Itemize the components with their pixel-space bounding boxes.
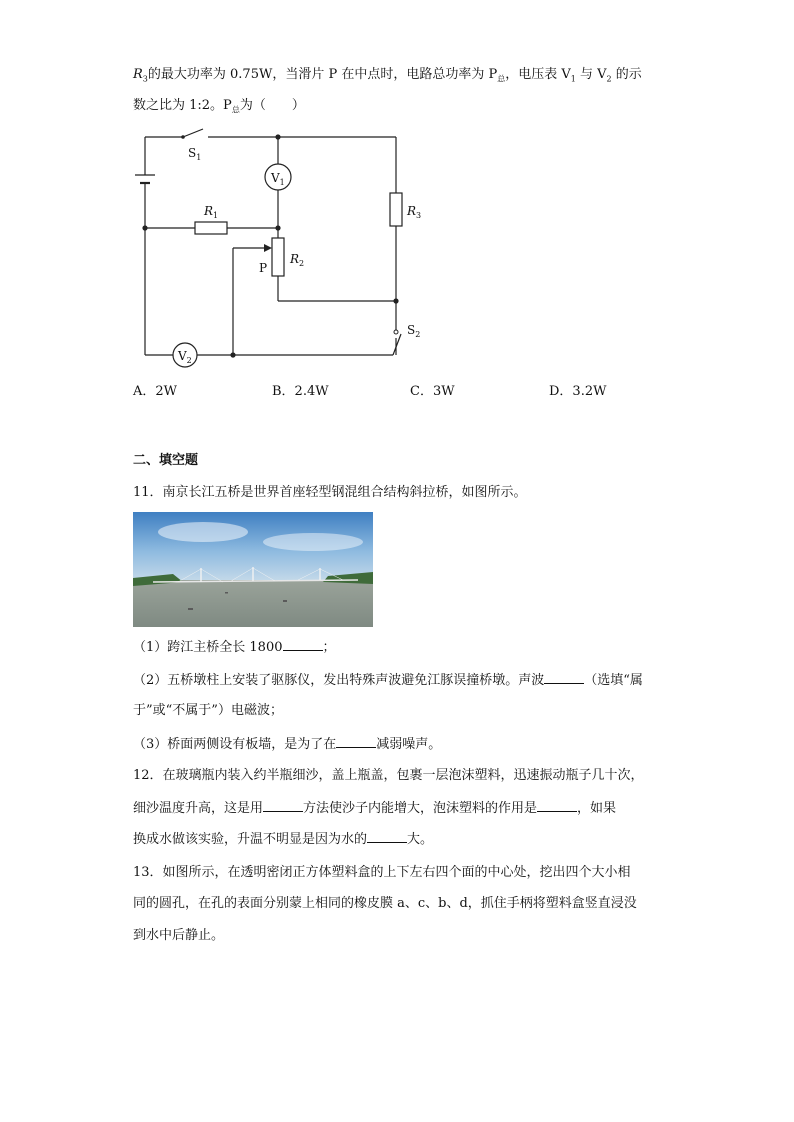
s2-label: $S_2$ bbox=[407, 323, 421, 339]
v1-label: $V_1$ bbox=[271, 171, 285, 187]
rheostat-r2 bbox=[272, 238, 284, 276]
q12-text-e: 大。 bbox=[407, 832, 434, 847]
q11-part-2 bbox=[133, 671, 643, 690]
junction-dot bbox=[275, 134, 280, 139]
answer-blank[interactable] bbox=[537, 799, 577, 812]
junction-dot bbox=[275, 225, 280, 230]
q11-part-1-text: （1）跨江主桥全长 1800 bbox=[133, 640, 283, 655]
q10-text-d: 的示 bbox=[611, 67, 642, 82]
q10-text-e: 数之比为 1:2。P bbox=[133, 98, 232, 113]
option-b: B．2.4W bbox=[272, 384, 329, 399]
switch-contact-dot bbox=[394, 330, 398, 334]
q10-text-a: 的最大功率为 0.75W，当滑片 P 在中点时，电路总功率为 P bbox=[147, 67, 498, 82]
q11-part-2-text: （2）五桥墩柱上安装了驱豚仪，发出特殊声波避免江豚误撞桥墩。声波 bbox=[133, 673, 545, 688]
junction-dot bbox=[142, 225, 147, 230]
q12-line-2 bbox=[133, 799, 616, 818]
q12-text-d: 换成水做该实验，升温不明显是因为水的 bbox=[133, 832, 368, 847]
s1-label: $S_1$ bbox=[188, 146, 202, 162]
option-a: A．2W bbox=[133, 384, 178, 399]
q12-line-1: 12．在玻璃瓶内装入约半瓶细沙，盖上瓶盖，包裹一层泡沫塑料，迅速振动瓶子几十次， bbox=[133, 768, 644, 783]
q13-line-1: 13．如图所示，在透明密闭正方体塑料盒的上下左右四个面的中心处，挖出四个大小相 bbox=[133, 865, 631, 880]
q11-part-3-text: （3）桥面两侧设有板墙，是为了在 bbox=[133, 737, 337, 752]
q12-text-b: 方法使沙子内能增大，泡沫塑料的作用是 bbox=[303, 801, 538, 816]
resistor-r1 bbox=[195, 222, 227, 234]
answer-blank[interactable] bbox=[263, 799, 303, 812]
p-total-subscript: 总 bbox=[497, 74, 506, 84]
section-title: 二、填空题 bbox=[133, 453, 199, 468]
q10-text-c: 与 V bbox=[575, 67, 607, 82]
switch-pivot-dot bbox=[181, 135, 185, 139]
q11-part-1 bbox=[133, 638, 336, 657]
q12-line-3 bbox=[133, 830, 433, 849]
q13-line-3: 到水中后静止。 bbox=[133, 928, 225, 943]
q10-text-f: 为（ ） bbox=[239, 98, 305, 113]
q11-stem: 11．南京长江五桥是世界首座轻型钢混组合结构斜拉桥，如图所示。 bbox=[133, 485, 527, 500]
v2-subscript: 2 bbox=[606, 74, 612, 84]
q10-text-b: ，电压表 V bbox=[505, 67, 571, 82]
r1-label: $R_1$ bbox=[204, 204, 219, 220]
answer-blank[interactable] bbox=[544, 671, 584, 684]
answer-blank[interactable] bbox=[336, 735, 376, 748]
r2-label: $R_2$ bbox=[290, 252, 305, 268]
circuit-diagram bbox=[128, 120, 428, 370]
q12-text-a: 细沙温度升高，这是用 bbox=[133, 801, 264, 816]
switch-s1-blade bbox=[183, 129, 203, 137]
r3-label: $R_3$ bbox=[407, 204, 422, 220]
bridge-photo bbox=[133, 512, 373, 627]
answer-blank[interactable] bbox=[283, 638, 323, 651]
q11-part-2-cont: 于”或“不属于”）电磁波； bbox=[133, 703, 283, 718]
v1-subscript: 1 bbox=[570, 74, 576, 84]
r3-symbol: R bbox=[133, 67, 143, 82]
switch-s2-blade bbox=[393, 334, 401, 355]
q10-line-2 bbox=[133, 97, 305, 120]
junction-dot bbox=[230, 352, 235, 357]
option-d: D．3.2W bbox=[549, 384, 607, 399]
r3-subscript: 3 bbox=[142, 74, 148, 84]
q12-text-c: ，如果 bbox=[577, 801, 617, 816]
option-c: C．3W bbox=[410, 384, 455, 399]
p-total-subscript-2: 总 bbox=[231, 105, 240, 115]
answer-blank[interactable] bbox=[367, 830, 407, 843]
slider-arrow-icon bbox=[264, 244, 272, 252]
q10-line-1 bbox=[133, 66, 642, 89]
v2-label: $V_2$ bbox=[178, 349, 192, 365]
q11-part-2-text-b: （选填“属 bbox=[584, 673, 643, 688]
slider-p-label: P bbox=[259, 261, 268, 275]
q11-part-1-end: ； bbox=[322, 640, 336, 655]
q11-part-3 bbox=[133, 735, 441, 754]
q11-part-3-end: 减弱噪声。 bbox=[376, 737, 442, 752]
q13-line-2: 同的圆孔，在孔的表面分别蒙上相同的橡皮膜 a、c、b、d，抓住手柄将塑料盒竖直浸没 bbox=[133, 896, 637, 911]
junction-dot bbox=[393, 298, 398, 303]
resistor-r3 bbox=[390, 193, 402, 226]
